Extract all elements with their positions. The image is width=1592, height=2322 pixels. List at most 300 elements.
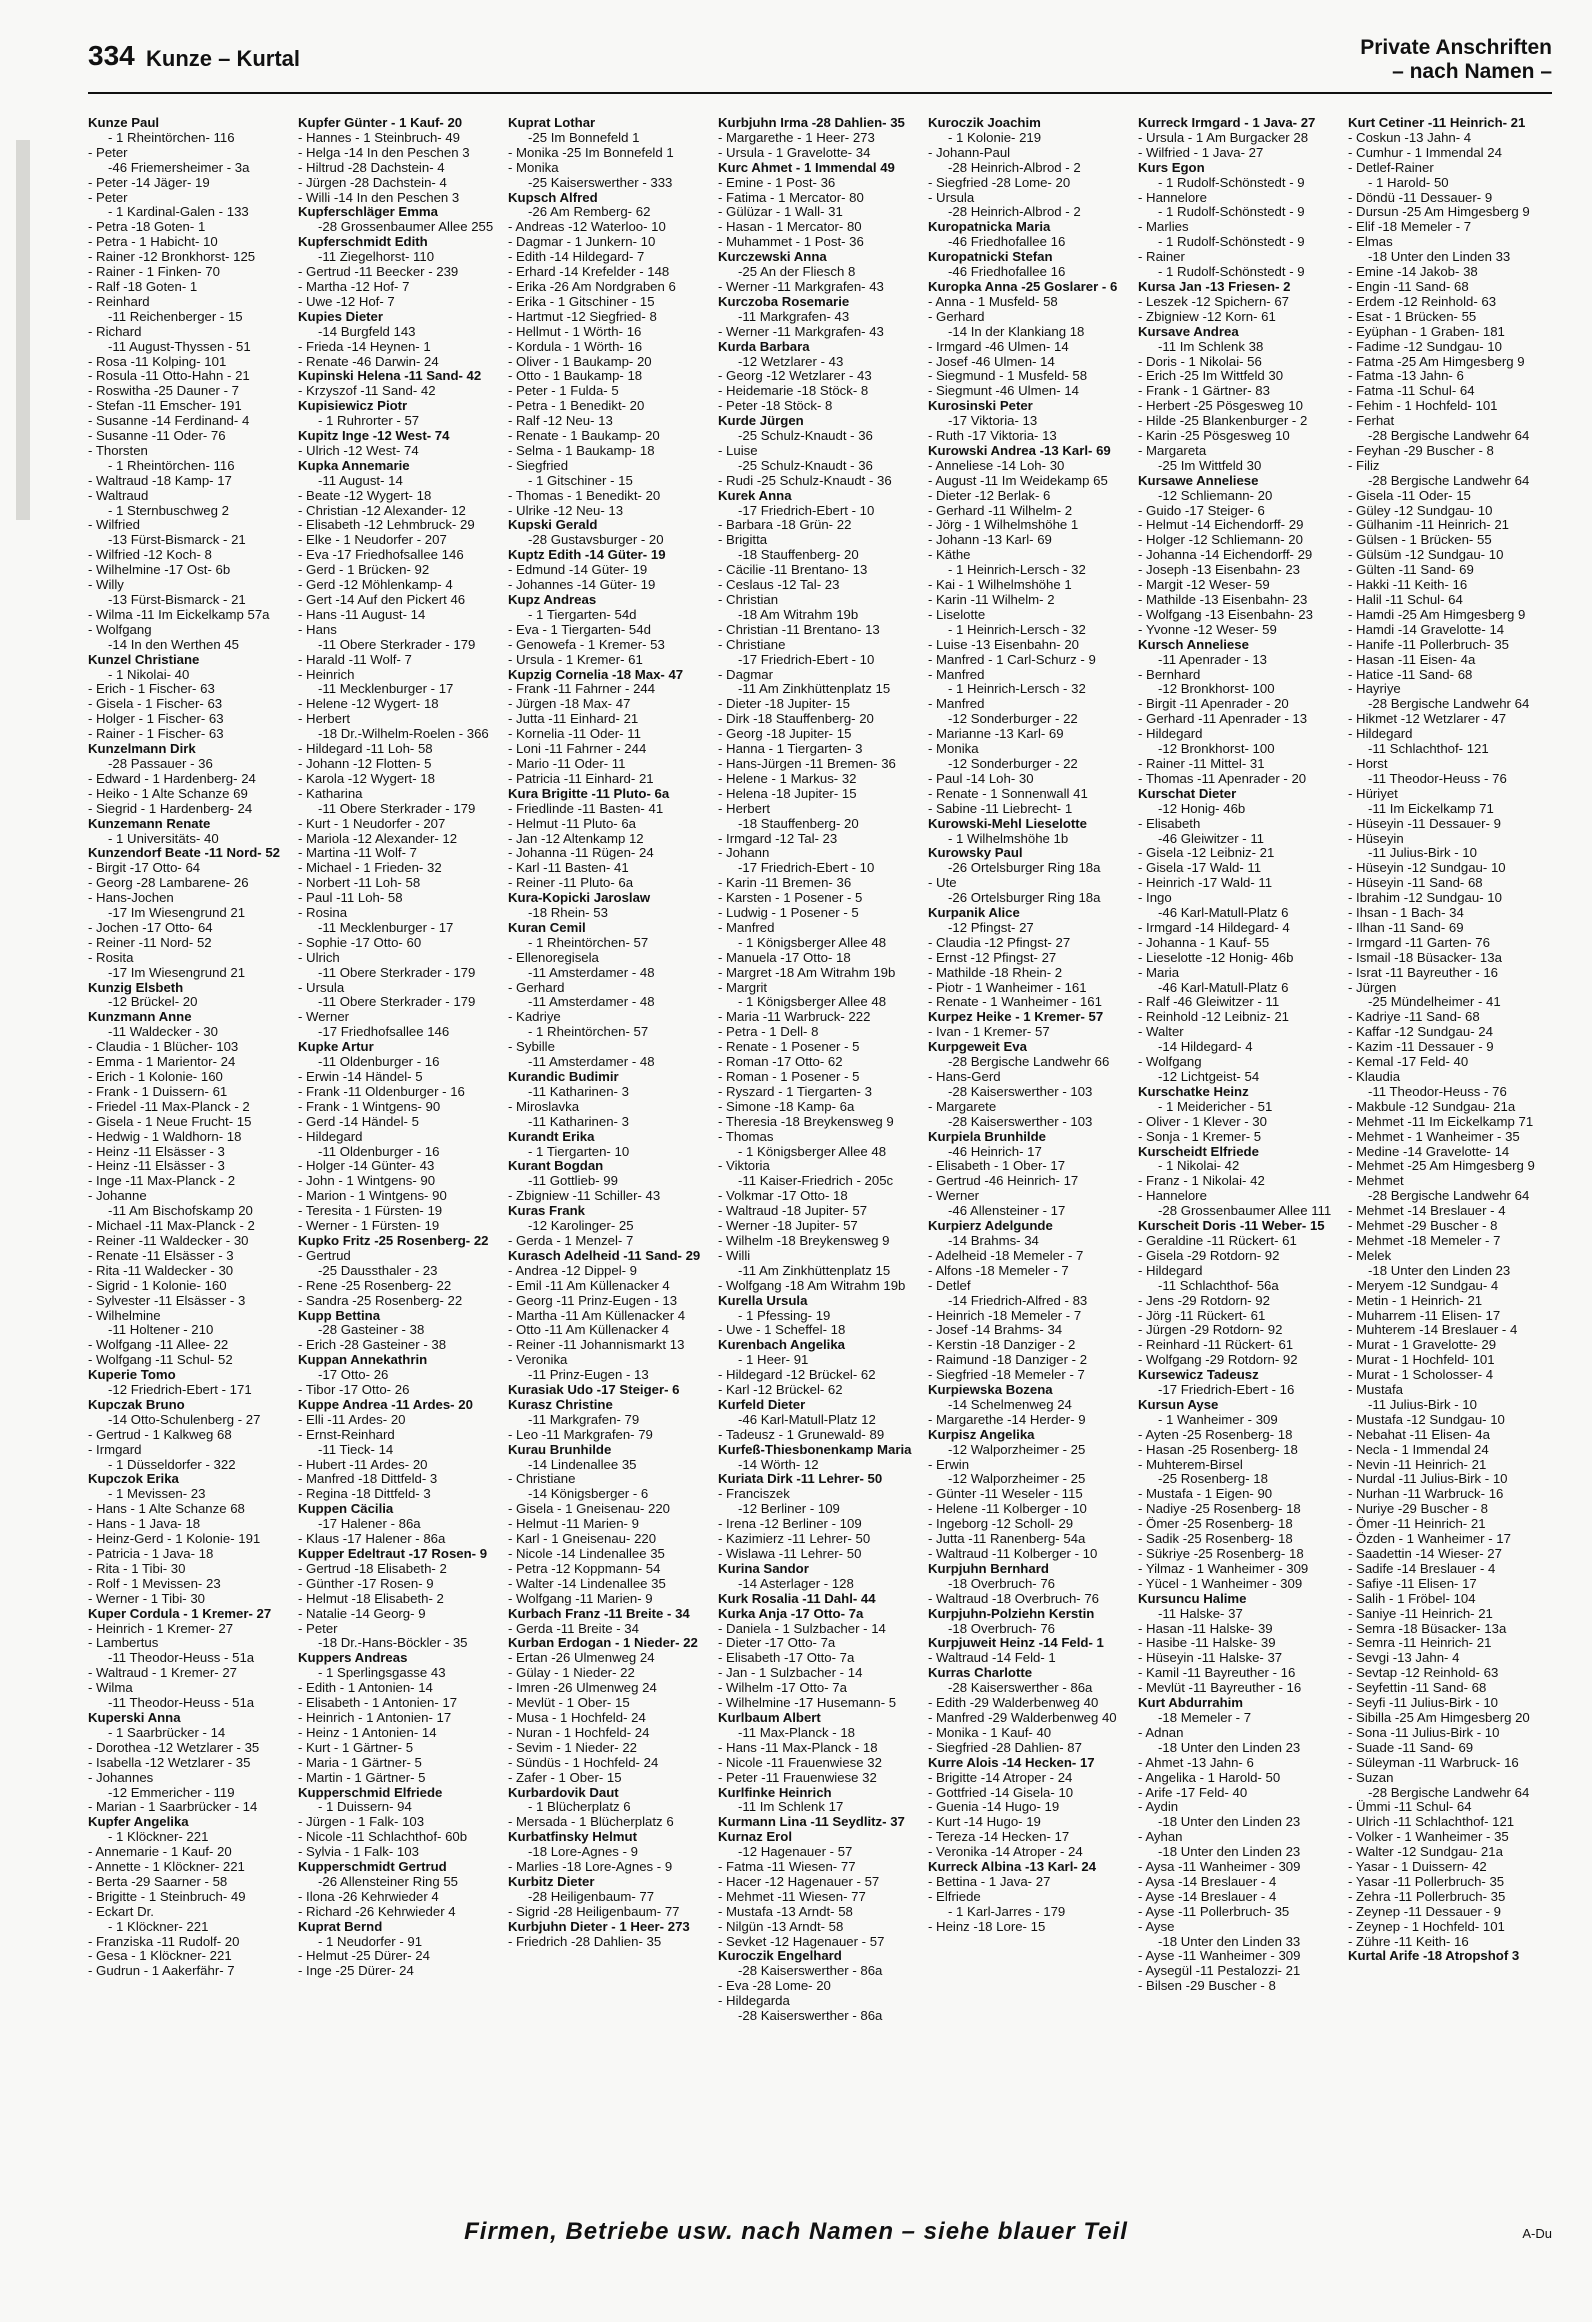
directory-entry: - Saniye -11 Heinrich- 21 — [1348, 1606, 1493, 1621]
directory-entry: Kursawe Anneliese — [1138, 473, 1259, 488]
directory-entry: - Wolfgang -11 Marien- 9 — [508, 1591, 653, 1606]
directory-entry: - 1 Königsberger Allee 48 — [738, 995, 887, 1010]
directory-entry: -11 Oldenburger - 16 — [318, 1055, 440, 1070]
directory-entry: - Thorsten — [88, 443, 148, 458]
directory-entry: - Frank - 1 Gärtner- 83 — [1138, 384, 1270, 399]
directory-entry: Kuppers Andreas — [298, 1651, 408, 1666]
directory-entry: - Hans-Jochen — [88, 891, 174, 906]
directory-entry: - Eckart Dr. — [88, 1904, 154, 1919]
directory-entry: - Jürgen — [1348, 980, 1397, 995]
directory-entry: - Daniela - 1 Sulzbacher - 14 — [718, 1621, 886, 1636]
directory-entry: - Jürgen -28 Dachstein- 4 — [298, 175, 447, 190]
directory-entry: - Heinz -11 Elsässer - 3 — [88, 1144, 225, 1159]
directory-entry: - Friedlinde -11 Basten- 41 — [508, 801, 664, 816]
directory-entry: - Sona -11 Julius-Birk - 10 — [1348, 1725, 1500, 1740]
directory-entry: - Hasan -11 Halske- 39 — [1138, 1621, 1273, 1636]
directory-entry: - Nebahat -11 Elisen- 4a — [1348, 1427, 1490, 1442]
directory-entry: - Mehmet -11 Im Eickelkamp 71 — [1348, 1114, 1534, 1129]
directory-entry: - Wilhelmine -17 Husemann- 5 — [718, 1696, 897, 1711]
directory-entry: - 1 Sternbuschweg 2 — [108, 503, 229, 518]
directory-entry: - Emma - 1 Marientor- 24 — [88, 1055, 236, 1070]
directory-entry: -18 Memeler - 7 — [1158, 1710, 1252, 1725]
directory-entry: -18 Rhein- 53 — [528, 906, 608, 921]
directory-entry: - Karsten - 1 Posener - 5 — [718, 891, 863, 906]
directory-entry: -26 Ortelsburger Ring 18a — [948, 891, 1101, 906]
directory-entry: - Genowefa - 1 Kremer- 53 — [508, 637, 665, 652]
directory-entry: - Inge -25 Dürer- 24 — [298, 1964, 414, 1979]
directory-entry: - Gertrud — [298, 1248, 351, 1263]
directory-entry: -28 Grossenbaumer Allee 255 — [318, 220, 494, 235]
directory-entry: -46 Friemersheimer - 3a — [108, 160, 250, 175]
directory-entry: Kupferschmidt Edith — [298, 235, 428, 250]
directory-entry: - Sigrid -28 Heiligenbaum- 77 — [508, 1904, 680, 1919]
directory-entry: - Patricia - 1 Java- 18 — [88, 1547, 214, 1561]
directory-entry: - Hacer -12 Hagenauer - 57 — [718, 1874, 880, 1889]
directory-entry: - Luise — [718, 443, 758, 458]
directory-entry: - Gertrud - 1 Kalkweg 68 — [88, 1427, 232, 1442]
directory-entry: - Hannelore — [1138, 1189, 1207, 1204]
directory-entry: - Simone -18 Kamp- 6a — [718, 1099, 855, 1114]
directory-entry: - Peter — [298, 1621, 338, 1636]
directory-entry: -11 Schlachthof- 56a — [1158, 1278, 1279, 1293]
directory-entry: -18 Unter den Linden 23 — [1158, 1815, 1301, 1830]
directory-entry: - Werner -18 Jupiter- 57 — [718, 1219, 858, 1234]
directory-entry: - Ömer -11 Heinrich- 21 — [1348, 1517, 1486, 1532]
directory-entry: - Zafer - 1 Ober- 15 — [508, 1770, 622, 1785]
directory-entry: - Andrea -12 Dippel- 9 — [508, 1263, 638, 1278]
directory-entry: - Hildegard — [1138, 1263, 1203, 1278]
directory-entry: - Rene -25 Rosenberg- 22 — [298, 1278, 452, 1293]
directory-entry: - Rosa -11 Kolping- 101 — [88, 354, 227, 369]
column-2 — [298, 116, 494, 2200]
directory-entry: - Claudia -12 Pfingst- 27 — [928, 935, 1071, 950]
section-title — [1360, 36, 1552, 84]
directory-entry: - Gertrud -18 Elisabeth- 2 — [298, 1561, 447, 1576]
directory-entry: -11 Kaiser-Friedrich - 205c — [738, 1174, 894, 1189]
directory-entry: Kurscheit Doris -11 Weber- 15 — [1138, 1219, 1325, 1234]
directory-entry: - Sevtap -12 Reinhold- 63 — [1348, 1666, 1499, 1681]
directory-entry: - Yasar - 1 Duissern- 42 — [1348, 1860, 1487, 1875]
directory-entry: - Margit -12 Weser- 59 — [1138, 578, 1270, 593]
directory-entry: Kupies Dieter — [298, 309, 384, 324]
directory-entry: - Hedwig - 1 Waldhorn- 18 — [88, 1129, 242, 1144]
directory-entry: Kurpjuweit Heinz -14 Feld- 1 — [928, 1636, 1104, 1651]
directory-entry: - Muhterem-Birsel — [1138, 1457, 1243, 1472]
directory-entry: Kupko Fritz -25 Rosenberg- 22 — [298, 1233, 489, 1248]
directory-entry: - Michael -11 Max-Planck - 2 — [88, 1219, 255, 1234]
directory-entry: - Ayten -25 Rosenberg- 18 — [1138, 1427, 1293, 1442]
directory-entry: -17 Im Wiesengrund 21 — [108, 965, 246, 980]
directory-entry: - Willy — [88, 578, 124, 593]
directory-entry: - Murat - 1 Gravelotte- 29 — [1348, 1338, 1497, 1353]
directory-entry: -46 Allensteiner - 17 — [948, 1204, 1066, 1219]
directory-entry: - Ulrich — [298, 950, 340, 965]
directory-entry: Kursuncu Halime — [1138, 1591, 1247, 1606]
directory-entry: -28 Bergische Landwehr 64 — [1368, 1189, 1530, 1204]
directory-entry: Kurlfinke Heinrich — [718, 1785, 832, 1800]
directory-entry: - Irmgard — [88, 1442, 142, 1457]
directory-entry: - 1 Klöckner- 221 — [108, 1919, 209, 1934]
directory-entry: -11 Theodor-Heuss - 76 — [1368, 1084, 1507, 1099]
directory-entry: - John - 1 Wintgens- 90 — [298, 1174, 436, 1189]
directory-entry: - Wilfried -12 Koch- 8 — [88, 548, 212, 563]
directory-entry: - Detlef — [928, 1278, 971, 1293]
directory-entry: - Manfred -18 Dittfeld- 3 — [298, 1472, 438, 1487]
directory-entry: - Dorothea -12 Wetzlarer - 35 — [88, 1740, 260, 1755]
directory-entry: -14 In der Klankiang 18 — [948, 324, 1085, 339]
directory-entry: - Saadettin -14 Wieser- 27 — [1348, 1547, 1502, 1561]
directory-entry: - Petra - 1 Benedikt- 20 — [508, 399, 645, 414]
directory-entry: - Walter — [1138, 1025, 1184, 1040]
directory-entry: - Leszek -12 Spichern- 67 — [1138, 294, 1289, 309]
directory-entry: - Yasar -11 Pollerbruch- 35 — [1348, 1874, 1505, 1889]
directory-entry: - 1 Rheintörchen- 116 — [108, 130, 235, 145]
directory-entry: - Marianne -13 Karl- 69 — [928, 727, 1064, 742]
directory-entry: - Frank - 1 Duissern- 61 — [88, 1084, 228, 1099]
directory-entry: - Ingo — [1138, 891, 1172, 906]
directory-entry: - Monika — [508, 160, 559, 175]
directory-entry: - Reiner -11 Waldecker - 30 — [88, 1233, 249, 1248]
directory-entry: Kurosinski Peter — [928, 399, 1033, 414]
directory-entry: - Georg -12 Wetzlarer - 43 — [718, 369, 872, 384]
directory-entry: - Gisela - 1 Gneisenau- 220 — [508, 1502, 670, 1517]
directory-entry: - Mehmet -29 Buscher - 8 — [1348, 1219, 1498, 1234]
directory-entry: - August -11 Im Weidekamp 65 — [928, 473, 1108, 488]
directory-entry: - Ihsan - 1 Bach- 34 — [1348, 906, 1464, 921]
directory-entry: Kurt Cetiner -11 Heinrich- 21 — [1348, 116, 1526, 130]
directory-entry: - Siegmunt -46 Ulmen- 14 — [928, 384, 1079, 399]
directory-entry: Kurreck Albina -13 Karl- 24 — [928, 1860, 1097, 1875]
directory-entry: - Dirk -18 Stauffenberg- 20 — [718, 712, 874, 727]
directory-entry: -28 Bergische Landwehr 66 — [948, 1055, 1110, 1070]
directory-entry: - Elisabeth - 1 Ober- 17 — [928, 1159, 1066, 1174]
directory-entry: - Feyhan -29 Buscher - 8 — [1348, 443, 1494, 458]
directory-entry: - Selma - 1 Baukamp- 18 — [508, 443, 655, 458]
directory-entry: - Maria - 1 Gärtner- 5 — [298, 1755, 422, 1770]
directory-entry: - Anneliese -14 Loh- 30 — [928, 458, 1065, 473]
directory-entry: -11 Theodor-Heuss - 76 — [1368, 771, 1507, 786]
directory-entry: - Renate - 1 Sonnenwall 41 — [928, 786, 1088, 801]
directory-entry: -14 Burgfeld 143 — [318, 324, 416, 339]
directory-entry: - Mehmet -25 Am Himgesberg 9 — [1348, 1159, 1535, 1174]
directory-entry: - Elisabeth — [1138, 816, 1201, 831]
directory-entry: - 1 Heinrich-Lersch - 32 — [948, 682, 1086, 697]
directory-entry: - Reinhard — [88, 294, 150, 309]
directory-entry: - Willi -14 In den Peschen 3 — [298, 190, 460, 205]
directory-entry: - Erika -26 Am Nordgraben 6 — [508, 279, 676, 294]
directory-entry: - Peter -14 Jäger- 19 — [88, 175, 210, 190]
directory-entry: - Aysa -11 Wanheimer - 309 — [1138, 1860, 1301, 1875]
directory-entry: - Frank - 1 Wintgens- 90 — [298, 1099, 441, 1114]
directory-entry: - Peter — [88, 145, 128, 160]
directory-entry: - Birgit -17 Otto- 64 — [88, 861, 201, 876]
directory-entry: Kurina Sandor — [718, 1561, 809, 1576]
directory-entry: - Brigitte - 1 Steinbruch- 49 — [88, 1889, 246, 1904]
directory-entry: - Birgit -11 Apenrader - 20 — [1138, 697, 1289, 712]
directory-entry: - Oliver - 1 Baukamp- 20 — [508, 354, 652, 369]
directory-entry: - Kazimierz -11 Lehrer- 50 — [718, 1532, 871, 1547]
directory-entry: -28 Kaiserswerther - 86a — [948, 1681, 1093, 1696]
directory-entry: - Rosita — [88, 950, 134, 965]
directory-entry: - Yücel - 1 Wanheimer - 309 — [1138, 1576, 1303, 1591]
directory-entry: - Annemarie - 1 Kauf- 20 — [88, 1845, 232, 1860]
directory-entry: - Hakki -11 Keith- 16 — [1348, 578, 1468, 593]
directory-entry: Kurbach Franz -11 Breite - 34 — [508, 1606, 690, 1621]
directory-entry: - Nurhan -11 Warbruck- 16 — [1348, 1487, 1504, 1502]
directory-entry: - Makbule -12 Sundgau- 21a — [1348, 1099, 1516, 1114]
directory-entry: - Kornelia -11 Oder- 11 — [508, 727, 641, 742]
directory-entry: - Seyfi -11 Julius-Birk - 10 — [1348, 1696, 1498, 1711]
directory-entry: - Sevgi -13 Jahn- 4 — [1348, 1651, 1460, 1666]
directory-entry: -11 Markgrafen- 79 — [528, 1412, 640, 1427]
directory-entry: Kurpgeweit Eva — [928, 1040, 1027, 1055]
directory-entry: -28 Gasteiner - 38 — [318, 1323, 425, 1338]
directory-entry: - Ivan - 1 Kremer- 57 — [928, 1025, 1050, 1040]
directory-entry: - Reiner -11 Pluto- 6a — [508, 876, 634, 891]
directory-entry: Kurbjuhn Dieter - 1 Heer- 273 — [508, 1919, 690, 1934]
directory-entry: -12 Lichtgeist- 54 — [1158, 1070, 1260, 1084]
directory-entry: - Waltraud — [88, 488, 149, 503]
directory-entry: - Renate - 1 Baukamp- 20 — [508, 429, 660, 444]
directory-entry: - Gerhard -11 Wilhelm- 2 — [928, 503, 1073, 518]
directory-entry: Kurka Anja -17 Otto- 7a — [718, 1606, 864, 1621]
directory-entry: - Helmut -14 Eichendorff- 29 — [1138, 518, 1304, 533]
directory-entry: - Sigrid - 1 Kolonie- 160 — [88, 1278, 227, 1293]
directory-entry: - Margarete — [928, 1099, 997, 1114]
directory-entry: - Helmut -11 Pluto- 6a — [508, 816, 637, 831]
directory-entry: - Werner - 1 Tibi- 30 — [88, 1591, 206, 1606]
directory-entry: - Nadiye -25 Rosenberg- 18 — [1138, 1502, 1301, 1517]
directory-entry: -18 Unter den Linden 23 — [1158, 1740, 1301, 1755]
directory-entry: - Imren -26 Ulmenweg 24 — [508, 1681, 657, 1696]
directory-entry: - Isabella -12 Wetzlarer - 35 — [88, 1755, 251, 1770]
directory-entry: - Gertrud -11 Beecker - 239 — [298, 265, 459, 280]
directory-entry: Kuppen Cäcilia — [298, 1502, 394, 1517]
directory-entry: - Hildegard -11 Loh- 58 — [298, 742, 433, 757]
directory-entry: - Suade -11 Sand- 69 — [1348, 1740, 1474, 1755]
directory-entry: - Werner - 1 Fürsten- 19 — [298, 1219, 440, 1234]
directory-entry: - 1 Heer- 91 — [738, 1353, 809, 1368]
directory-entry: - Irmgard -14 Hildegard- 4 — [1138, 920, 1290, 935]
directory-entry: Kurtal Arife -18 Atropshof 3 — [1348, 1949, 1520, 1964]
directory-entry: - Erich -25 Im Wittfeld 30 — [1138, 369, 1284, 384]
directory-entry: - Jochen -17 Otto- 64 — [88, 920, 213, 935]
directory-entry: - Marlies — [1138, 220, 1189, 235]
directory-entry: - Ralf -46 Gleiwitzer - 11 — [1138, 995, 1280, 1010]
directory-entry: -11 Max-Planck - 18 — [738, 1725, 856, 1740]
directory-entry: - Heinz - 1 Antonien- 14 — [298, 1725, 437, 1740]
directory-entry: Kura-Kopicki Jaroslaw — [508, 891, 651, 906]
directory-entry: - Ceslaus -12 Tal- 23 — [718, 578, 840, 593]
directory-entry: - Hamdi -25 Am Himgesberg 9 — [1348, 607, 1526, 622]
directory-entry: - Frieda -14 Heynen- 1 — [298, 339, 431, 354]
directory-entry: -28 Heinrich-Albrod - 2 — [948, 160, 1081, 175]
directory-entry: - Dieter -12 Berlak- 6 — [928, 488, 1051, 503]
directory-entry: - Hüseyin -11 Sand- 68 — [1348, 876, 1483, 891]
directory-entry: - Hikmet -12 Wetzlarer - 47 — [1348, 712, 1507, 727]
directory-entry: Kurowski Andrea -13 Karl- 69 — [928, 443, 1111, 458]
directory-entry: - Wolfgang -18 Am Witrahm 19b — [718, 1278, 906, 1293]
directory-entry: - Paul -14 Loh- 30 — [928, 771, 1034, 786]
directory-entry: Kupp Bettina — [298, 1308, 381, 1323]
directory-entry: - Gudrun - 1 Aakerfähr- 7 — [88, 1964, 235, 1979]
directory-entry: Kurschatke Heinz — [1138, 1084, 1249, 1099]
directory-entry: Kurowsky Paul — [928, 846, 1023, 861]
directory-entry: - Mehmet — [1348, 1174, 1404, 1189]
directory-entry: Kunzendorf Beate -11 Nord- 52 — [88, 846, 280, 861]
directory-entry: -14 Schelmenweg 24 — [948, 1397, 1072, 1412]
directory-entry: Kurbardovik Daut — [508, 1785, 619, 1800]
directory-entry: - Sylvia - 1 Falk- 103 — [298, 1845, 419, 1860]
directory-entry: - Elli -11 Ardes- 20 — [298, 1412, 406, 1427]
directory-entry: -28 Bergische Landwehr 64 — [1368, 429, 1530, 444]
directory-entry: -26 Ortelsburger Ring 18a — [948, 861, 1101, 876]
directory-entry: - Rita - 1 Tibi- 30 — [88, 1561, 186, 1576]
directory-entry: - 1 Neudorfer - 91 — [318, 1934, 423, 1949]
directory-entry: - Jürgen -29 Rotdorn- 92 — [1138, 1323, 1283, 1338]
directory-entry: - Sophie -17 Otto- 60 — [298, 935, 422, 950]
directory-entry: Kupperschmidt Gertrud — [298, 1860, 447, 1875]
directory-entry: - Helene -12 Wygert- 18 — [298, 697, 439, 712]
directory-entry: -17 Otto- 26 — [318, 1368, 389, 1383]
directory-entry: Kurfeld Dieter — [718, 1397, 806, 1412]
directory-entry: -25 An der Fliesch 8 — [738, 265, 856, 280]
directory-entry: - Otto - 1 Baukamp- 18 — [508, 369, 643, 384]
directory-entry: - Eva -28 Lome- 20 — [718, 1979, 831, 1994]
directory-entry: - Veronika -14 Atroper - 24 — [928, 1845, 1083, 1860]
directory-entry: Kurandt Erika — [508, 1129, 595, 1144]
directory-entry: -18 Unter den Linden 23 — [1158, 1845, 1301, 1860]
directory-entry: Kurlbaum Albert — [718, 1710, 821, 1725]
directory-entry: - Ayse -11 Pollerbruch- 35 — [1138, 1904, 1290, 1919]
directory-entry: Kurpanik Alice — [928, 906, 1020, 921]
directory-entry: - Luise -13 Eisenbahn- 20 — [928, 637, 1080, 652]
directory-entry: - Helene - 1 Markus- 32 — [718, 771, 857, 786]
directory-entry: - Manfred — [928, 697, 985, 712]
directory-entry: - Fatima - 1 Mercator- 80 — [718, 190, 864, 205]
directory-entry: - Erich -28 Gasteiner - 38 — [298, 1338, 447, 1353]
directory-entry: Kunzig Elsbeth — [88, 980, 184, 995]
directory-entry: -18 Am Witrahm 19b — [738, 607, 859, 622]
directory-entry: - Waltraud -11 Kolberger - 10 — [928, 1547, 1098, 1561]
directory-entry: - Margarethe - 1 Heer- 273 — [718, 130, 875, 145]
directory-entry: -11 Obere Sterkrader - 179 — [318, 801, 476, 816]
directory-entry: Kurbitz Dieter — [508, 1874, 595, 1889]
directory-entry: - Melek — [1348, 1248, 1392, 1263]
directory-entry: -11 Obere Sterkrader - 179 — [318, 995, 476, 1010]
directory-entry: - Waltraud -18 Overbruch- 76 — [928, 1591, 1100, 1606]
directory-entry: -28 Bergische Landwehr 64 — [1368, 1785, 1530, 1800]
directory-entry: - Ernst -12 Pfingst- 27 — [928, 950, 1057, 965]
directory-entry: -11 Amsterdamer - 48 — [528, 995, 655, 1010]
directory-entry: - Ursula - 1 Kremer- 61 — [508, 652, 643, 667]
directory-entry: - Peter — [88, 190, 128, 205]
directory-entry: -46 Gleiwitzer - 11 — [1158, 831, 1265, 846]
directory-entry: - Ümmi -11 Schul- 64 — [1348, 1800, 1472, 1815]
header-rule — [88, 92, 1552, 94]
directory-entry: -28 Kaiserswerther - 86a — [738, 1964, 883, 1979]
directory-entry: - Güley -12 Sundgau- 10 — [1348, 503, 1493, 518]
directory-entry: -11 Mecklenburger - 17 — [318, 682, 454, 697]
directory-entry: -46 Friedhofallee 16 — [948, 265, 1066, 280]
directory-entry: - Fatma -11 Schul- 64 — [1348, 384, 1475, 399]
directory-entry: - 1 Ruhrorter - 57 — [318, 414, 420, 429]
directory-entry: - Jutta -11 Ranenberg- 54a — [928, 1532, 1086, 1547]
directory-entry: - Käthe — [928, 548, 971, 563]
directory-entry: Kupczok Erika — [88, 1472, 179, 1487]
directory-entry: - Emine - 1 Post- 36 — [718, 175, 836, 190]
directory-entry: - Sadik -25 Rosenberg- 18 — [1138, 1532, 1293, 1547]
directory-entry: - Herbert — [298, 712, 351, 727]
directory-entry: Kurella Ursula — [718, 1293, 808, 1308]
directory-entry: -11 Markgrafen- 43 — [738, 309, 850, 324]
directory-entry: - Jürgen - 1 Falk- 103 — [298, 1815, 425, 1830]
directory-entry: - Metin - 1 Heinrich- 21 — [1348, 1293, 1483, 1308]
directory-entry: - Walter -12 Sundgau- 21a — [1348, 1845, 1503, 1860]
directory-entry: - Gerd -14 Händel- 5 — [298, 1114, 419, 1129]
directory-entry: - Waltraud -18 Kamp- 17 — [88, 473, 232, 488]
directory-entry: Kupski Gerald — [508, 518, 598, 533]
directory-entry: - Engin -11 Sand- 68 — [1348, 279, 1469, 294]
directory-entry: -18 Stauffenberg- 20 — [738, 816, 859, 831]
directory-entry: - Siegfried -28 Dahlien- 87 — [928, 1740, 1082, 1755]
directory-entry: - 1 Meidericher - 51 — [1158, 1099, 1273, 1114]
directory-entry: - Mehmet - 1 Wanheimer - 35 — [1348, 1129, 1520, 1144]
directory-entry: -11 Am Zinkhüttenplatz 15 — [738, 1263, 891, 1278]
directory-entry: - Josef -46 Ulmen- 14 — [928, 354, 1055, 369]
directory-entry: - Sonja - 1 Kremer- 5 — [1138, 1129, 1262, 1144]
directory-entry: - Wolfgang -11 Schul- 52 — [88, 1353, 233, 1368]
directory-entry: - Renate - 1 Wanheimer - 161 — [928, 995, 1102, 1010]
directory-entry: - Johanna - 1 Kauf- 55 — [1138, 935, 1270, 950]
directory-entry: - Johanna -14 Eichendorff- 29 — [1138, 548, 1313, 563]
directory-entry: - 1 Blücherplatz 6 — [528, 1800, 631, 1815]
directory-entry: - Erich - 1 Fischer- 63 — [88, 682, 215, 697]
directory-entry: - Süleyman -11 Warbruck- 16 — [1348, 1755, 1519, 1770]
directory-entry: - Tereza -14 Hecken- 17 — [928, 1830, 1070, 1845]
directory-entry: - 1 Karl-Jarres - 179 — [948, 1904, 1066, 1919]
directory-entry: - Muharrem -11 Elisen- 17 — [1348, 1308, 1501, 1323]
directory-entry: - Siegfried — [508, 458, 569, 473]
directory-entry: - Paul -11 Loh- 58 — [298, 891, 403, 906]
directory-entry: - Marlies -18 Lore-Agnes - 9 — [508, 1860, 673, 1875]
directory-entry: - Elif -18 Memeler - 7 — [1348, 220, 1472, 235]
directory-entry: - Rainer — [1138, 250, 1185, 265]
directory-entry: - Hartmut -12 Siegfried- 8 — [508, 309, 657, 324]
directory-entry: -17 Friedrich-Ebert - 10 — [738, 503, 875, 518]
directory-entry: - Klaus -17 Halener - 86a — [298, 1532, 446, 1547]
directory-entry: - 1 Königsberger Allee 48 — [738, 935, 887, 950]
directory-entry: - Horst — [1348, 756, 1388, 771]
directory-entry: -12 Berliner - 109 — [738, 1502, 840, 1517]
directory-entry: - Karl -12 Brückel- 62 — [718, 1383, 843, 1398]
directory-entry: - Hans -11 August- 14 — [298, 607, 426, 622]
directory-entry: - Christian — [718, 593, 779, 607]
directory-entry: -25 Im Bonnefeld 1 — [528, 130, 640, 145]
directory-entry: - Zeynep -11 Dessauer - 9 — [1348, 1904, 1501, 1919]
directory-entry: - 1 Königsberger Allee 48 — [738, 1144, 887, 1159]
directory-entry: - Yvonne -12 Weser- 59 — [1138, 622, 1277, 637]
directory-entry: - Kurt - 1 Neudorfer - 207 — [298, 816, 446, 831]
directory-entry: - Gülsüm -12 Sundgau- 10 — [1348, 548, 1504, 563]
directory-entry: - Helga -14 In den Peschen 3 — [298, 145, 470, 160]
directory-entry: - Helene -11 Kolberger - 10 — [928, 1502, 1087, 1517]
directory-entry: - Nicole -11 Schlachthof- 60b — [298, 1830, 468, 1845]
column-1 — [88, 116, 284, 2200]
directory-entry: - Holger -14 Günter- 43 — [298, 1159, 435, 1174]
directory-entry: - Marion - 1 Wintgens- 90 — [298, 1189, 447, 1204]
directory-entry: - Tibor -17 Otto- 26 — [298, 1383, 410, 1398]
